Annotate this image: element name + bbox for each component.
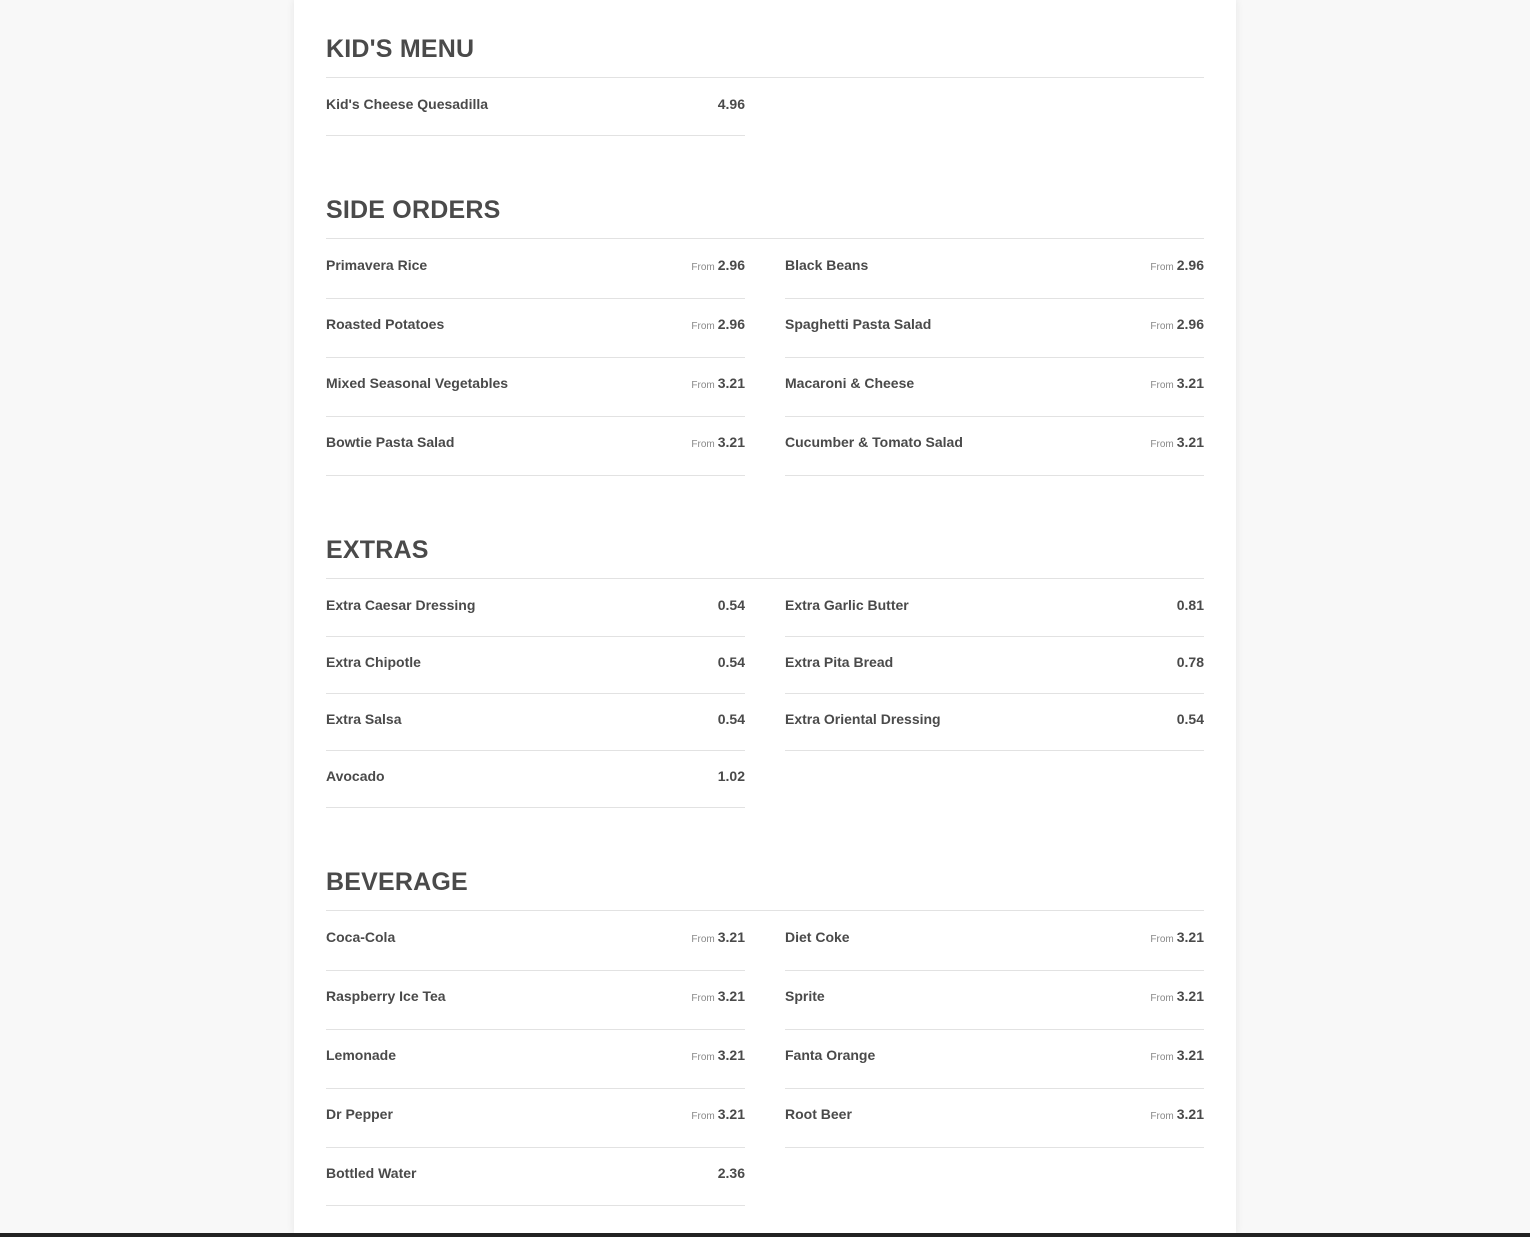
item-name: Fanta Orange (785, 1047, 876, 1063)
price-from-label: From (1150, 262, 1174, 273)
menu-item[interactable] (785, 636, 1204, 694)
item-price: 2.96 (717, 316, 745, 332)
section-beverage (326, 861, 1204, 1206)
menu-item[interactable] (326, 298, 745, 358)
menu-item[interactable] (785, 1029, 1204, 1089)
item-price: 0.78 (1176, 654, 1204, 670)
item-price: 0.81 (1176, 597, 1204, 613)
price-from-label: From (1150, 380, 1174, 391)
price-from-label: From (691, 380, 715, 391)
menu-item[interactable] (785, 579, 1204, 637)
item-name: Bowtie Pasta Salad (326, 434, 455, 450)
item-name: Cucumber & Tomato Salad (785, 434, 963, 450)
item-price-group (1150, 929, 1204, 945)
price-from-label: From (691, 439, 715, 450)
item-price: 2.96 (1176, 257, 1204, 273)
item-name: Extra Caesar Dressing (326, 597, 476, 613)
price-from-label: From (691, 934, 715, 945)
item-price: 0.54 (717, 711, 745, 727)
item-price-group (691, 1047, 745, 1063)
item-price-group (691, 988, 745, 1004)
item-price: 3.21 (717, 375, 745, 391)
price-from-label: From (691, 1111, 715, 1122)
item-price-group (1150, 375, 1204, 391)
item-name: Lemonade (326, 1047, 397, 1063)
item-price: 2.96 (1176, 316, 1204, 332)
item-price: 0.54 (1176, 711, 1204, 727)
menu-item-list (326, 239, 1204, 476)
item-price-group (1150, 316, 1204, 332)
item-price-group (1150, 1047, 1204, 1063)
item-name: Extra Oriental Dressing (785, 711, 941, 727)
price-from-label: From (1150, 321, 1174, 332)
item-price-group (1150, 988, 1204, 1004)
item-price: 3.21 (1176, 929, 1204, 945)
item-price: 1.02 (717, 768, 745, 784)
item-price-group (691, 434, 745, 450)
item-price: 0.54 (717, 597, 745, 613)
item-name: Dr Pepper (326, 1106, 393, 1122)
item-price: 3.21 (717, 1047, 745, 1063)
item-price-group (715, 1165, 745, 1181)
menu-page (294, 0, 1236, 1233)
item-price: 3.21 (1176, 375, 1204, 391)
item-name: Black Beans (785, 257, 869, 273)
item-name: Raspberry Ice Tea (326, 988, 446, 1004)
item-price-group (691, 316, 745, 332)
item-price-group (1174, 654, 1204, 670)
menu-item[interactable] (785, 357, 1204, 417)
item-name: Coca-Cola (326, 929, 396, 945)
price-from-label: From (1150, 439, 1174, 450)
item-name: Extra Garlic Butter (785, 597, 909, 613)
price-from-label: From (1150, 1052, 1174, 1063)
menu-item[interactable] (326, 1147, 745, 1206)
item-price: 3.21 (1176, 1047, 1204, 1063)
item-name: Root Beer (785, 1106, 852, 1122)
menu-item[interactable] (785, 298, 1204, 358)
menu-item[interactable] (785, 693, 1204, 751)
price-from-label: From (691, 993, 715, 1004)
item-price-group (715, 711, 745, 727)
item-price-group (1174, 711, 1204, 727)
item-name: Mixed Seasonal Vegetables (326, 375, 509, 391)
price-from-label: From (1150, 993, 1174, 1004)
price-from-label: From (1150, 1111, 1174, 1122)
section-extras (326, 529, 1204, 808)
item-name: Extra Chipotle (326, 654, 421, 670)
item-price-group (715, 597, 745, 613)
item-price-group (715, 768, 745, 784)
item-price-group (1150, 434, 1204, 450)
menu-item[interactable] (785, 911, 1204, 971)
item-name: Extra Salsa (326, 711, 402, 727)
menu-item[interactable] (326, 239, 745, 299)
menu-item[interactable] (326, 416, 745, 476)
price-from-label: From (1150, 934, 1174, 945)
section-side-orders (326, 189, 1204, 476)
item-price: 2.96 (717, 257, 745, 273)
item-name: Primavera Rice (326, 257, 428, 273)
item-price-group (691, 929, 745, 945)
menu-item-list (326, 579, 1204, 808)
item-price-group (691, 375, 745, 391)
section-title: EXTRAS (326, 536, 429, 564)
item-price: 3.21 (717, 1106, 745, 1122)
item-price: 3.21 (1176, 1106, 1204, 1122)
item-price-group (1150, 257, 1204, 273)
menu-item[interactable] (326, 1088, 745, 1148)
menu-item[interactable] (326, 693, 745, 751)
item-name: Sprite (785, 988, 825, 1004)
menu-item[interactable] (785, 970, 1204, 1030)
menu-item[interactable] (326, 1029, 745, 1089)
menu-item-list (326, 911, 1204, 1206)
item-name: Bottled Water (326, 1165, 417, 1181)
menu-item-list (326, 78, 1204, 136)
item-price: 3.21 (1176, 434, 1204, 450)
item-price: 3.21 (1176, 988, 1204, 1004)
menu-item[interactable] (785, 1088, 1204, 1148)
item-name: Spaghetti Pasta Salad (785, 316, 932, 332)
item-price: 2.36 (717, 1165, 745, 1181)
item-name: Extra Pita Bread (785, 654, 894, 670)
item-price: 3.21 (717, 929, 745, 945)
menu-item[interactable] (326, 911, 745, 971)
menu-item[interactable] (326, 579, 745, 637)
menu-item[interactable] (326, 357, 745, 417)
menu-item[interactable] (326, 750, 745, 808)
menu-item[interactable] (326, 970, 745, 1030)
item-price: 0.54 (717, 654, 745, 670)
price-from-label: From (691, 1052, 715, 1063)
item-name: Macaroni & Cheese (785, 375, 915, 391)
price-from-label: From (691, 262, 715, 273)
item-name: Avocado (326, 768, 385, 784)
item-price-group (1150, 1106, 1204, 1122)
item-price-group (715, 654, 745, 670)
menu-item[interactable] (326, 78, 745, 136)
menu-item[interactable] (785, 239, 1204, 299)
item-price-group (691, 1106, 745, 1122)
item-name: Roasted Potatoes (326, 316, 445, 332)
item-price-group (1174, 597, 1204, 613)
section-title: SIDE ORDERS (326, 196, 501, 224)
item-price-group (691, 257, 745, 273)
section-kids-menu (326, 28, 1204, 136)
item-price: 4.96 (717, 96, 745, 112)
menu-item[interactable] (326, 636, 745, 694)
item-price-group (715, 96, 745, 112)
item-price: 3.21 (717, 988, 745, 1004)
menu-item[interactable] (785, 416, 1204, 476)
section-title: BEVERAGE (326, 868, 468, 896)
bottom-bar (0, 1233, 1530, 1237)
section-title: KID'S MENU (326, 35, 475, 63)
item-name: Diet Coke (785, 929, 850, 945)
item-price: 3.21 (717, 434, 745, 450)
item-name: Kid's Cheese Quesadilla (326, 96, 489, 112)
price-from-label: From (691, 321, 715, 332)
